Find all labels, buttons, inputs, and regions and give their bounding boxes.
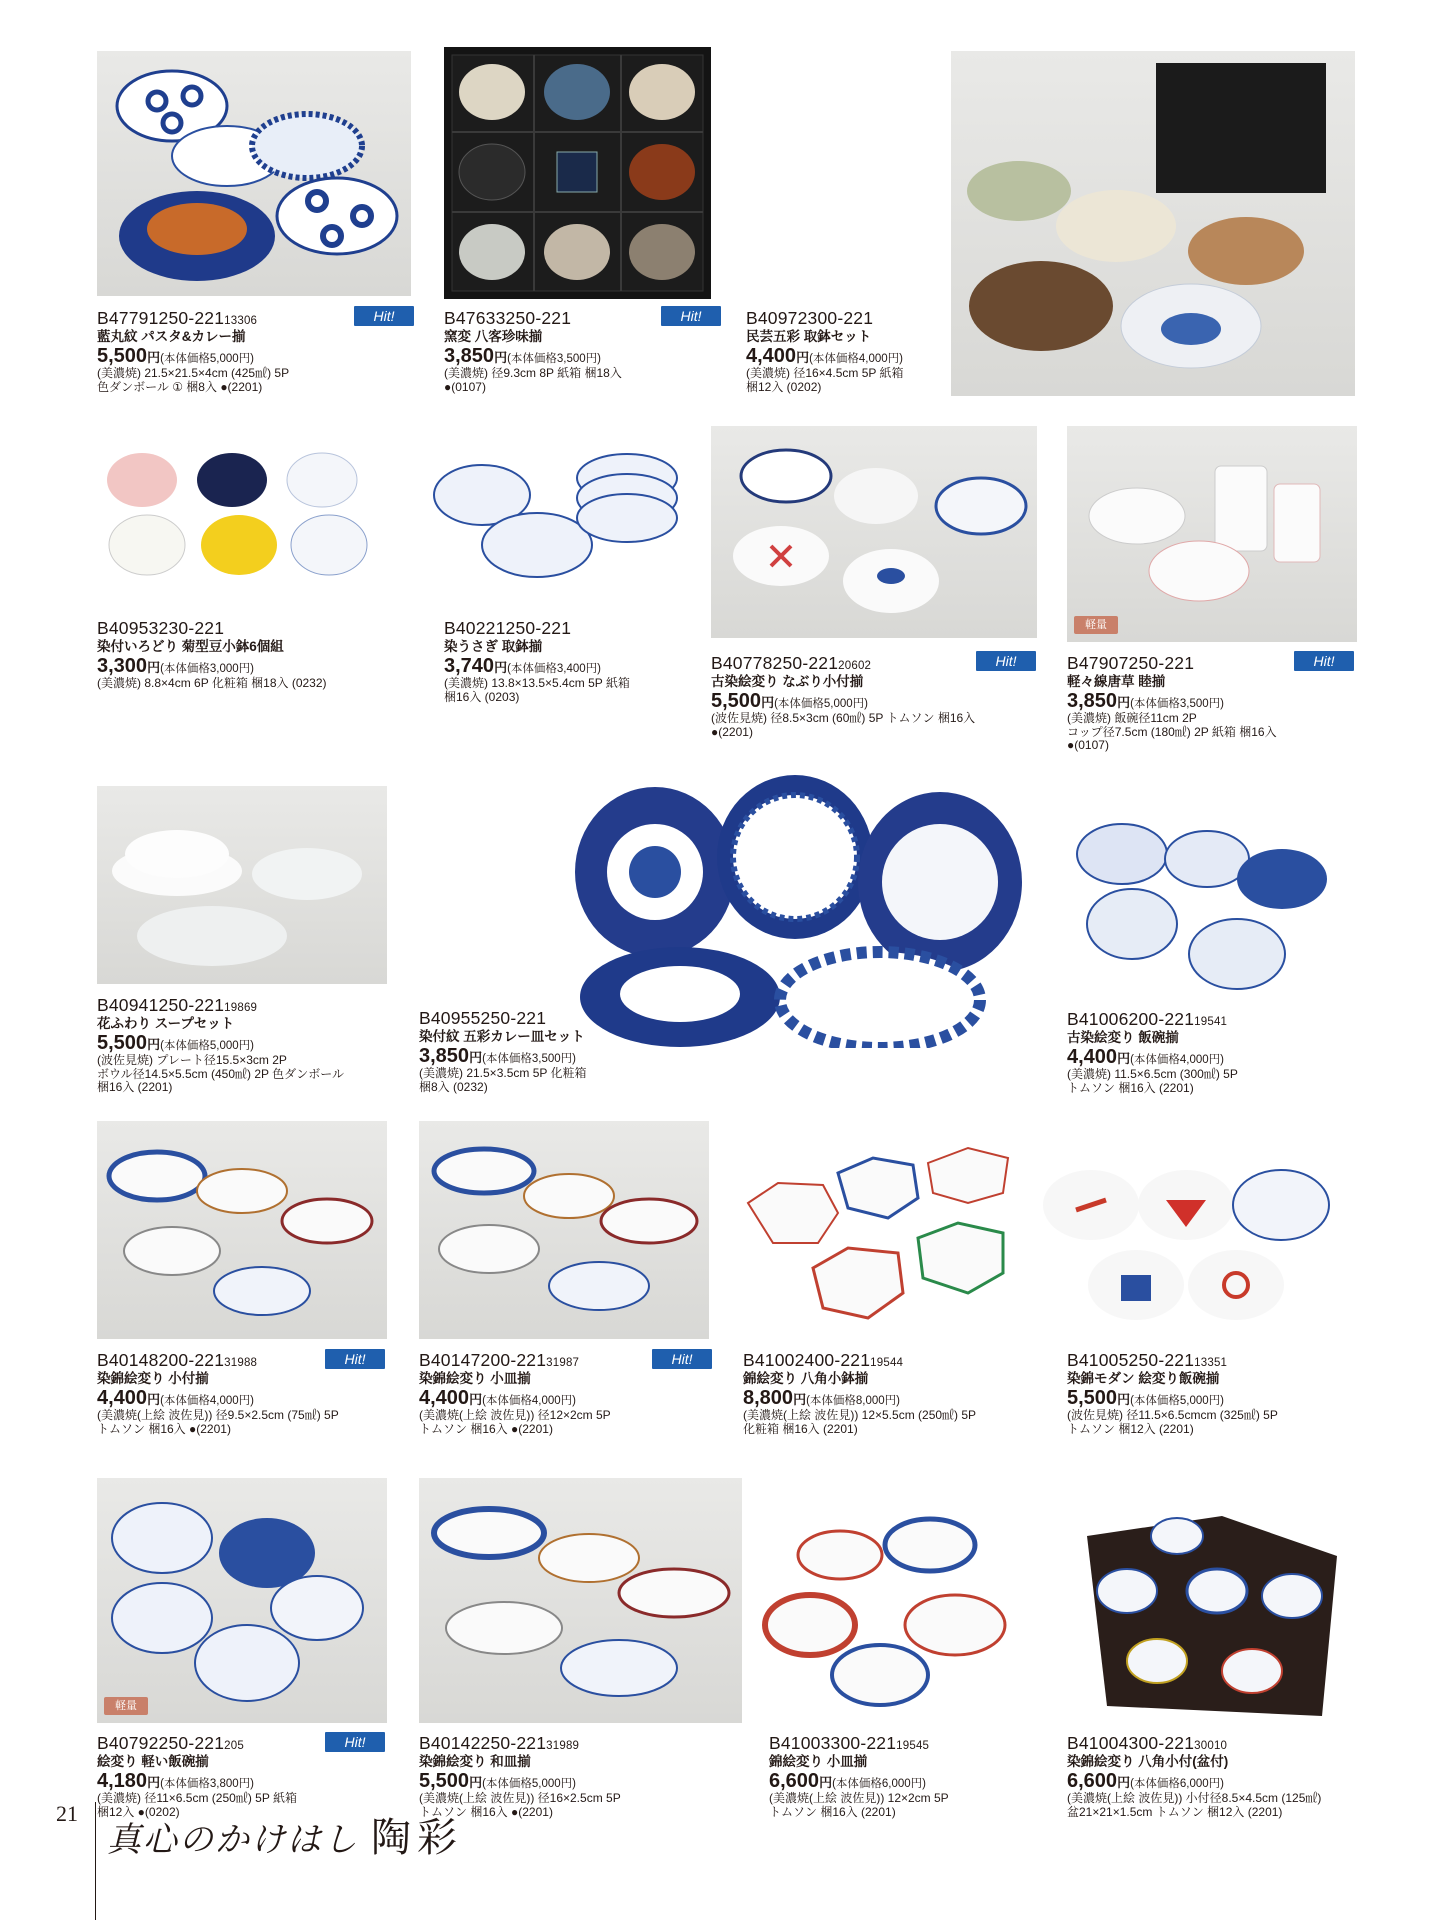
product-code: B41003300-22119545 [769,1733,930,1753]
hit-badge: Hit! [325,1732,385,1752]
product-photo-wazara-set [419,1478,742,1723]
product-price: 4,400円(本体価格4,000円) [97,1386,255,1409]
product-price: 5,500円(本体価格5,000円) [711,689,869,712]
product-code: B40972300-221 [746,308,874,328]
product-price: 6,600円(本体価格6,000円) [769,1769,927,1792]
product-info [419,1351,749,1436]
product-spec: 梱12入 (0202) [746,379,822,394]
product-spec: コップ径7.5cm (180㎖) 2P 紙箱 梱16入 [1067,724,1277,739]
product-spec: 盆21×21×1.5cm トムソン 梱12入 (2201) [1067,1804,1283,1819]
product-name: 絵変り 軽い飯碗揃 [97,1753,209,1769]
product-spec: (美濃焼) 21.5×21.5×4cm (425㎖) 5P [97,366,290,381]
product-spec: トムソン 梱16入 ●(2201) [97,1421,231,1436]
product-info [743,1351,1073,1436]
product-price: 3,740円(本体価格3,400円) [444,654,602,677]
brand-logo [107,1806,463,1863]
product-spec: (波佐見焼) 径11.5×6.5cmcm (325㎖) 5P [1067,1408,1278,1423]
product-spec: (美濃焼) 飯碗径11cm 2P [1067,711,1197,726]
product-price: 5,500円(本体価格5,000円) [97,344,255,367]
product-name: 錦絵変り 八角小鉢揃 [743,1370,869,1386]
product-info [711,654,1041,739]
product-info [1067,1734,1397,1819]
product-photo-modern-rice-bowls [1036,1165,1336,1330]
product-spec: 梱16入 (2201) [97,1079,173,1094]
product-spec: ●(0107) [1067,737,1109,752]
product-photo-rabbit-bowls [422,440,682,585]
product-name: 染付紋 五彩カレー皿セット [419,1028,585,1044]
product-photo-chinmi-set [444,47,711,299]
product-code: B40147200-22131987 [419,1350,580,1370]
product-spec: (美濃焼(上絵 波佐見)) 径12×2cm 5P [419,1408,611,1423]
product-code: B47907250-221 [1067,653,1195,673]
product-price: 4,180円(本体価格3,800円) [97,1769,255,1792]
product-spec: (美濃焼(上絵 波佐見)) 12×2cm 5P [769,1791,949,1806]
product-price: 5,500円(本体価格5,000円) [1067,1386,1225,1409]
product-code: B41005250-22113351 [1067,1350,1228,1370]
product-code: B47633250-221 [444,308,572,328]
product-name: 軽々線唐草 睦揃 [1067,673,1166,689]
brand-tagline: 真心のかけはし [107,1820,359,1860]
product-photo-soup-set [97,786,387,984]
product-photo-nishiki-kozara [760,1510,1016,1710]
product-spec: 化粧箱 梱16入 (2201) [743,1421,858,1436]
product-photo-rice-bowls-kozome [1067,814,1337,998]
product-info [97,309,427,394]
product-photo-kiku-bowls [97,440,384,585]
product-photo-curry-plates [560,772,1035,1048]
product-info [746,309,1076,394]
product-spec: (美濃焼(上絵 波佐見)) 12×5.5cm (250㎖) 5P [743,1408,977,1423]
product-price: 5,500円(本体価格5,000円) [419,1769,577,1792]
product-photo-kozara-set [419,1121,709,1339]
product-spec: トムソン 梱16入 ●(2201) [419,1804,553,1819]
product-spec: (美濃焼(上絵 波佐見)) 小付径8.5×4.5cm (125㎖) [1067,1791,1322,1806]
product-name: 染錦絵変り 八角小付(盆付) [1067,1753,1229,1769]
product-spec: 色ダンボール ① 梱8入 ●(2201) [97,379,263,394]
product-info [97,1351,427,1436]
product-spec: トムソン 梱16入 ●(2201) [419,1421,553,1436]
product-name: 染錦モダン 絵変り飯碗揃 [1067,1370,1220,1386]
product-spec: (美濃焼) 13.8×13.5×5.4cm 5P 紙箱 [444,676,630,691]
product-name: 花ふわり スープセット [97,1015,235,1031]
product-info [1067,1010,1397,1095]
product-price: 3,850円(本体価格3,500円) [1067,689,1225,712]
product-name: 染うさぎ 取鉢揃 [444,638,543,654]
product-name: 藍丸紋 パスタ&カレー揃 [97,328,246,344]
product-spec: (美濃焼) 8.8×4cm 6P 化粧箱 梱18入 (0232) [97,676,327,691]
product-price: 3,850円(本体価格3,500円) [444,344,602,367]
product-spec: (波佐見焼) プレート径15.5×3cm 2P [97,1053,287,1068]
product-info [419,1009,749,1094]
product-code: B41006200-22119541 [1067,1009,1228,1029]
product-price: 6,600円(本体価格6,000円) [1067,1769,1225,1792]
product-spec: トムソン 梱16入 (2201) [1067,1080,1194,1095]
product-info [419,1734,749,1819]
product-spec: ボウル径14.5×5.5cm (450㎖) 2P 色ダンボール [97,1066,345,1081]
product-photo-nabur-bowls [711,426,1037,638]
footer-divider [95,1802,96,1920]
product-info [1067,1351,1397,1436]
page-number: 21 [56,1801,78,1826]
product-code: B40953230-221 [97,618,225,638]
product-spec: (美濃焼) 21.5×3.5cm 5P 化粧箱 [419,1066,587,1081]
product-price: 3,300円(本体価格3,000円) [97,654,255,677]
product-name: 錦絵変り 小皿揃 [769,1753,868,1769]
product-code: B40792250-221205 [97,1733,244,1753]
product-spec: (美濃焼) 11.5×6.5cm (300㎖) 5P [1067,1067,1238,1082]
product-code: B40941250-22119869 [97,995,258,1015]
product-info [97,619,427,691]
hit-badge: Hit! [354,306,414,326]
hit-badge: Hit! [976,651,1036,671]
hit-badge: Hit! [325,1349,385,1369]
product-spec: (波佐見焼) 径8.5×3cm (60㎖) 5P トムソン 梱16入 [711,711,976,726]
product-price: 5,500円(本体価格5,000円) [97,1031,255,1054]
product-spec: 梱16入 (0203) [444,689,520,704]
product-spec: (美濃焼) 径11×6.5cm (250㎖) 5P 紙箱 [97,1791,297,1806]
product-photo-hakkaku-kotsuke-tray [1067,1506,1357,1728]
product-code: B40148200-22131988 [97,1350,258,1370]
product-code: B47791250-22113306 [97,308,258,328]
product-price: 4,400円(本体価格4,000円) [419,1386,577,1409]
hit-badge: Hit! [661,306,721,326]
product-info [444,309,774,394]
hit-badge: Hit! [652,1349,712,1369]
product-spec: ●(2201) [711,724,753,739]
product-spec: トムソン 梱12入 (2201) [1067,1421,1194,1436]
product-photo-pasta-curry-set [97,51,411,296]
product-spec: トムソン 梱16入 (2201) [769,1804,896,1819]
product-code: B40221250-221 [444,618,572,638]
product-spec: (美濃焼) 径16×4.5cm 5P 紙箱 [746,366,904,381]
product-code: B41002400-22119544 [743,1350,904,1370]
product-name: 染錦絵変り 小皿揃 [419,1370,531,1386]
product-name: 染錦絵変り 小付揃 [97,1370,209,1386]
product-spec: 梱8入 (0232) [419,1079,488,1094]
product-photo-hakkaku-bowls [738,1143,1014,1328]
product-price: 4,400円(本体価格4,000円) [1067,1045,1225,1068]
product-spec: (美濃焼(上絵 波佐見)) 径16×2.5cm 5P [419,1791,621,1806]
product-photo-kotsuke-set [97,1121,387,1339]
product-info [769,1734,1099,1819]
product-info [97,996,427,1094]
product-spec: 梱12入 ●(0202) [97,1804,180,1819]
product-spec: (美濃焼(上絵 波佐見)) 径9.5×2.5cm (75㎖) 5P [97,1408,339,1423]
product-name: 古染絵変り 飯碗揃 [1067,1029,1179,1045]
light-badge: 軽量 [1074,616,1118,634]
hit-badge: Hit! [1294,651,1354,671]
light-badge: 軽量 [104,1697,148,1715]
product-price: 3,850円(本体価格3,500円) [419,1044,577,1067]
product-price: 4,400円(本体価格4,000円) [746,344,904,367]
product-info [1067,654,1397,752]
product-name: 窯変 八客珍味揃 [444,328,543,344]
product-photo-light-rice-bowls [97,1478,387,1723]
product-code: B40142250-22131989 [419,1733,580,1753]
product-code: B40778250-22120602 [711,653,872,673]
brand-name: 陶彩 [371,1815,463,1861]
product-name: 染付いろどり 菊型豆小鉢6個組 [97,638,284,654]
product-code: B41004300-22130010 [1067,1733,1228,1753]
product-photo-mutsumi-set [1067,426,1357,642]
product-name: 染錦絵変り 和皿揃 [419,1753,531,1769]
product-code: B40955250-221 [419,1008,547,1028]
product-spec: (美濃焼) 径9.3cm 8P 紙箱 梱18入 [444,366,622,381]
product-name: 民芸五彩 取鉢セット [746,328,872,344]
product-price: 8,800円(本体価格8,000円) [743,1386,901,1409]
product-name: 古染絵変り なぶり小付揃 [711,673,864,689]
product-spec: ●(0107) [444,379,486,394]
